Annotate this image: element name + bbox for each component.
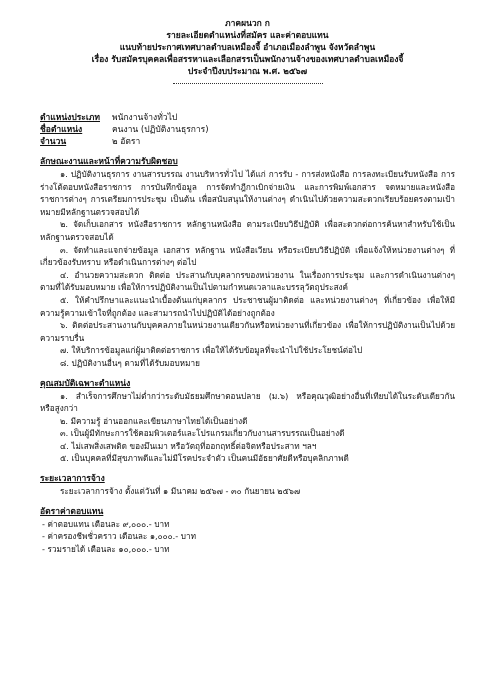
position-count-value: ๒ อัตรา [112,137,141,147]
annex-title: ภาคผนวก ก [225,19,270,29]
pay-item: - รวมรายได้ เดือนละ ๑๐,๐๐๐.- บาท [42,543,170,554]
duties-title: ลักษณะงานและหน้าที่ความรับผิดชอบ [40,157,178,167]
qualification-item: ๑. สำเร็จการศึกษาไม่ต่ำกว่าระดับมัธยมศึกษาตอนปลาย (ม.๖) หรือคุณวุฒิอย่างอื่นที่เทียบได้ในระดับเดียวกัน หรือสูงกว่า [40,390,455,414]
pay-item: - ค่าตอบแทน เดือนละ ๙,๐๐๐.- บาท [42,518,170,529]
duties-list [40,168,455,370]
pay-title: อัตราค่าตอบแทน [40,506,104,517]
pay-item: - ค่าครองชีพชั่วคราว เดือนละ ๑,๐๐๐.- บาท [42,531,196,542]
duty-item: ๒. จัดเก็บเอกสาร หนังสือราชการ หลักฐานหนังสือ ตามระเบียบวิธีปฏิบัติ เพื่อสะดวกต่อการค้นหาสำหรับใช้เป็นหลักฐานตรวจสอบได้ [40,219,455,242]
position-name-value: คนงาน (ปฏิบัติงานธุรการ) [112,125,209,135]
duty-item: ๓. จัดทำและแจกจ่ายข้อมูล เอกสาร หลักฐาน หนังสือเวียน หรือระเบียบวิธีปฏิบัติ เพื่อแจ้งให้หน่วยงานต่างๆ ที่เกี่ยวข้องรับทราบ หรือดำเนินการต่างๆ ต่อไป [40,244,455,268]
position-count-label: จำนวน [40,137,67,147]
duration-title: ระยะเวลาการจ้าง [40,474,105,485]
position-info [40,112,455,148]
pay-list [40,518,455,556]
duty-item: ๑. ปฏิบัติงานธุรการ งานสารบรรณ งานบริหารทั่วไป ได้แก่ การรับ - การส่งหนังสือ การลงทะเบียนรับหนังสือ การร่างโต้ตอบหนังสือราชการ การบันทึกข้อมูล การจัดทำฎีกาเบิกจ่ายเงิน และการพิมพ์เอกสาร จดหมายและหนังสือราชการต่างๆ การเตรียมการประชุม เป็นต้น เพื่อสนับสนุนให้งานต่างๆ ดำเนินไปด้วยความสะดวกเรียบร้อยตรงตามเป้าหมายมีหลักฐานตรวจสอบได้ [40,169,455,217]
qualification-item: ๕. เป็นบุคคลที่มีสุขภาพดีและไม่มีโรคประจำตัว เป็นคนมีอัธยาศัยดีหรือบุคลิกภาพดี [60,453,349,464]
position-type-label: ตำแหน่งประเภท [40,113,100,123]
qualification-item: ๓. เป็นผู้มีทักษะการใช้คอมพิวเตอร์และโปรแกรมเกี่ยวกับงานสารบรรณเป็นอย่างดี [60,428,345,439]
duty-item: ๔. อำนวยความสะดวก ติดต่อ ประสานกับบุคลากรของหน่วยงาน ในเรื่องการประชุม และการดำเนินงานต่างๆ ตามที่ได้รับมอบหมาย เพื่อให้การปฏิบัติงานเป็นไปตามกำหนดเวลาและบรรลุวัตถุประสงค์ [40,269,455,293]
annex-heading-line-1: รายละเอียดตำแหน่งที่สมัคร และค่าตอบแทน [166,31,329,41]
qualification-item: ๔. ไม่เสพสิ่งเสพติด ของมึนเมา หรือวัตถุที่ออกฤทธิ์ต่อจิตหรือประสาท ฯลฯ [60,440,317,451]
position-type-row [40,112,455,124]
annex-heading-line-4: ประจำปีงบประมาณ พ.ศ. ๒๕๖๗ [187,67,308,77]
duty-item: ๘. ปฏิบัติงานอื่นๆ ตามที่ได้รับมอบหมาย [60,357,200,368]
qualifications-title: คุณสมบัติเฉพาะตำแหน่ง [40,378,131,389]
duration-text: ระยะเวลาการจ้าง ตั้งแต่วันที่ ๑ มีนาคม ๒๕๖๗ - ๓๐ กันยายน ๒๕๖๗ [60,486,301,497]
annex-heading-line-2: แนบท้ายประกาศเทศบาลตำบลเหมืองจี้ อำเภอเมืองลำพูน จังหวัดลำพูน [119,43,376,53]
duty-item: ๗. ให้บริการข้อมูลแก่ผู้มาติดต่อราชการ เพื่อให้ได้รับข้อมูลที่จะนำไปใช้ประโยชน์ต่อไป [60,345,363,356]
position-count-row [40,136,455,148]
heading-divider [173,82,323,84]
position-name-label: ชื่อตำแหน่ง [40,125,83,135]
qualification-item: ๒. มีความรู้ อ่านออกและเขียนภาษาไทยได้เป็นอย่างดี [60,415,248,426]
position-name-row [40,124,455,136]
annex-heading-line-3: เรื่อง รับสมัครบุคคลเพื่อสรรหาและเลือกสรรเป็นพนักงานจ้างของเทศบาลตำบลเหมืองจี้ [91,55,404,65]
duty-item: ๖. ติดต่อประสานงานกับบุคคลภายในหน่วยงานเดียวกันหรือหน่วยงานที่เกี่ยวข้อง เพื่อให้การปฏิบัติงานเป็นไปด้วยความราบรื่น [40,320,455,343]
position-type-value: พนักงานจ้างทั่วไป [112,113,178,123]
qualifications-list [40,390,455,466]
duty-item: ๕. ให้คำปรึกษาและแนะนำเบื้องต้นแก่บุคลากร ประชาชนผู้มาติดต่อ และหน่วยงานต่างๆ ที่เกี่ยวข้อง เพื่อให้มีความรู้ความเข้าใจที่ถูกต้อง และสามารถนำไปปฏิบัติได้อย่างถูกต้อง [40,294,455,318]
